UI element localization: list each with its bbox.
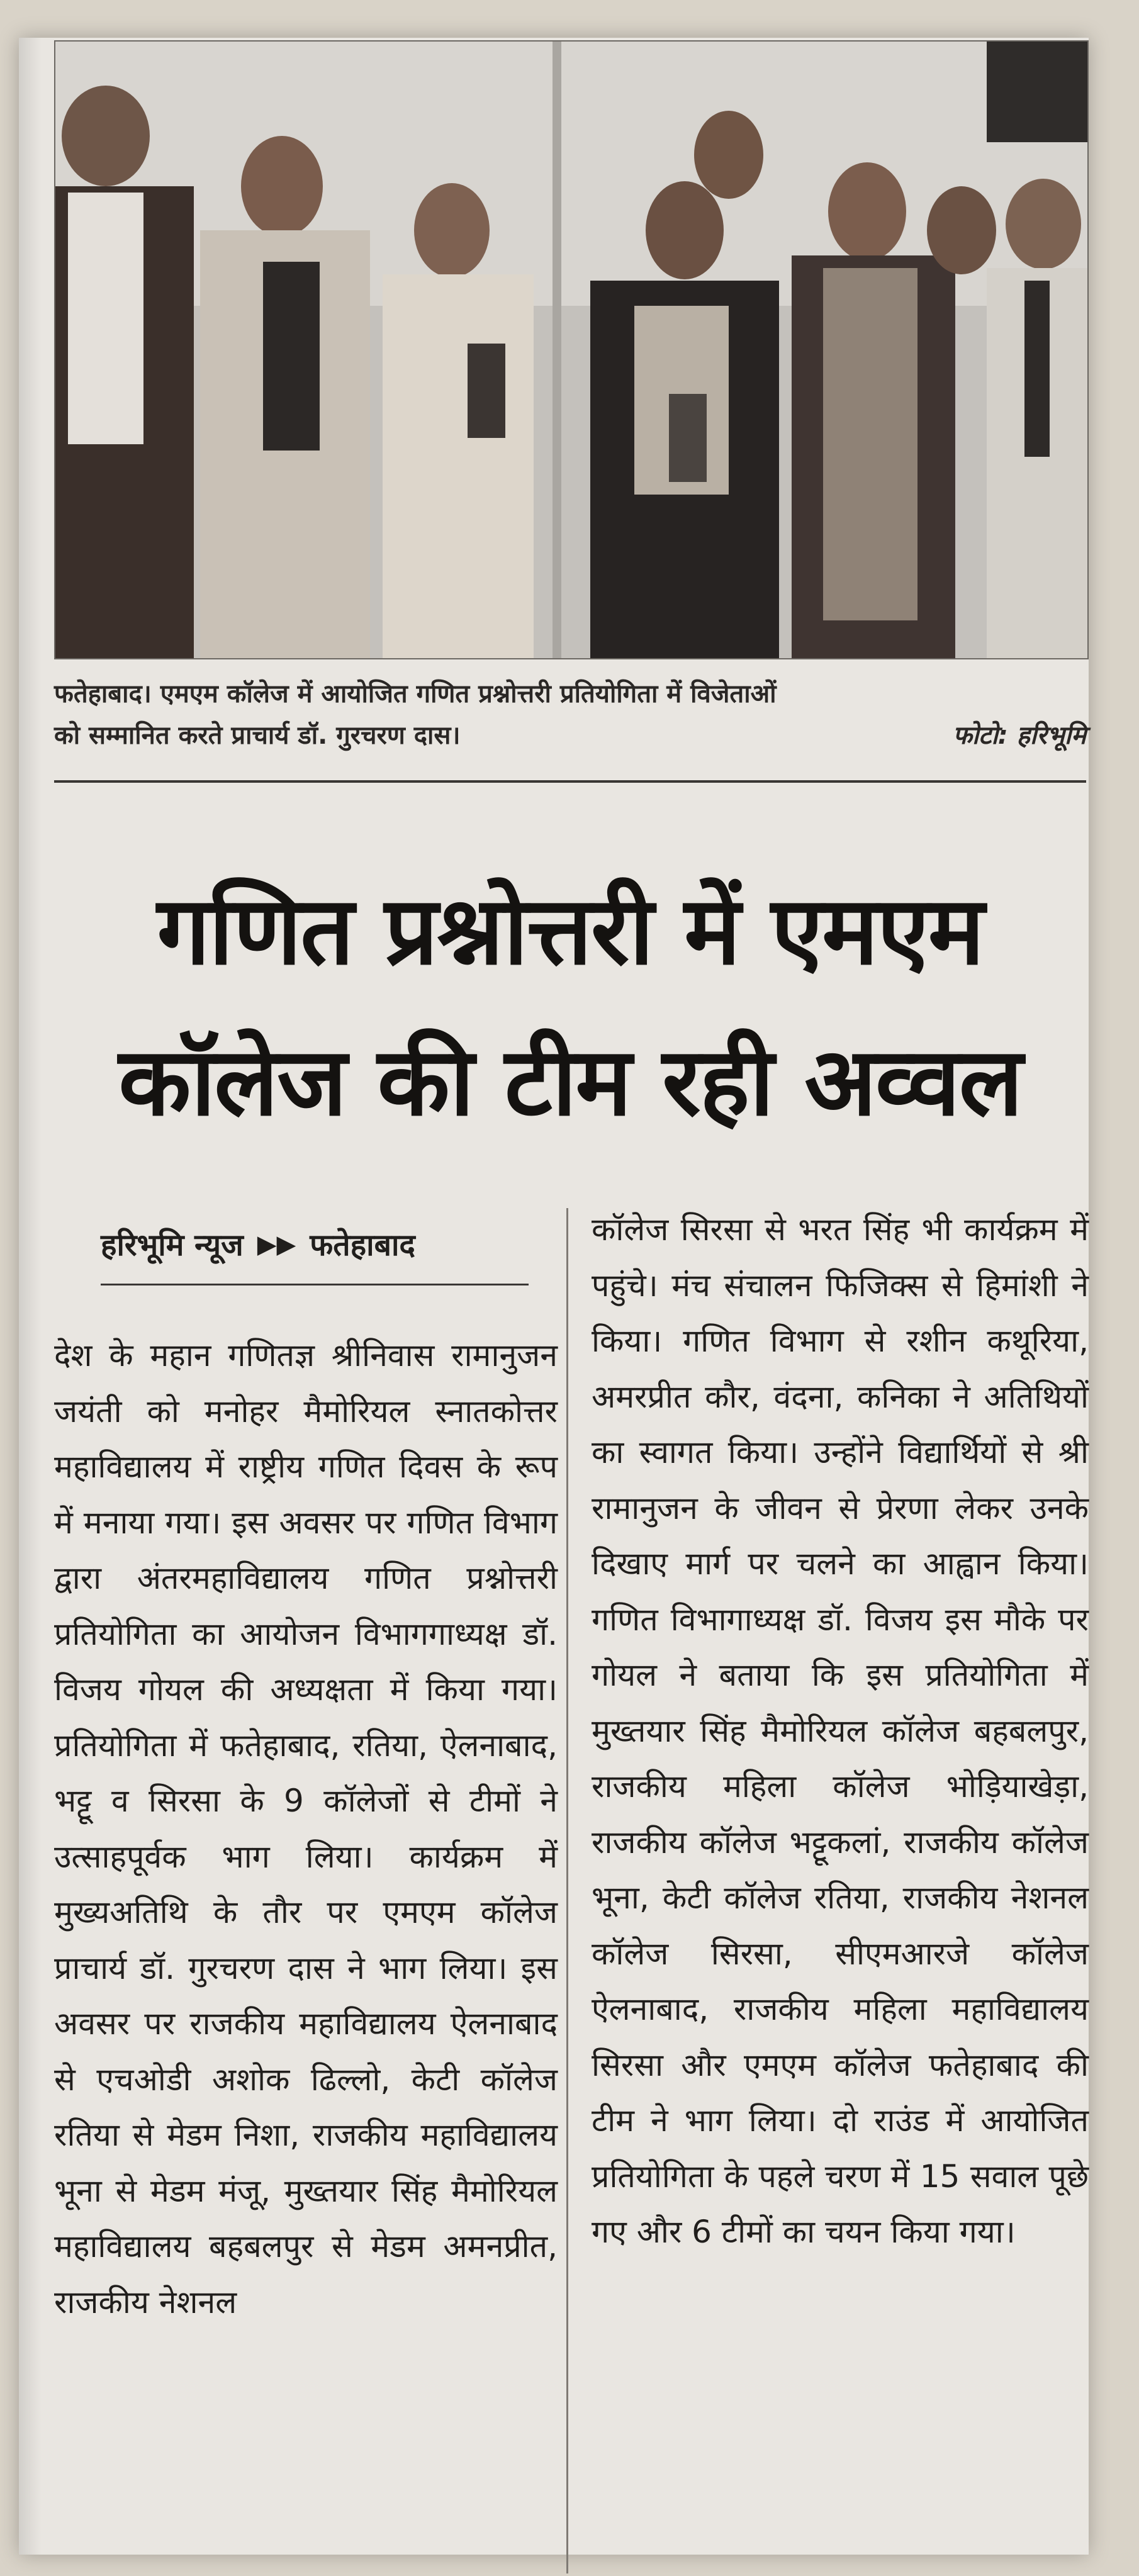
column-divider bbox=[566, 1208, 568, 2573]
caption-line-1: फतेहाबाद। एमएम कॉलेज में आयोजित गणित प्रश्नोत्तरी प्रतियोगिता में विजेताओं bbox=[54, 680, 777, 708]
byline-divider bbox=[101, 1284, 529, 1285]
byline-source: हरिभूमि न्यूज bbox=[101, 1228, 244, 1263]
caption-divider bbox=[54, 780, 1086, 783]
headline bbox=[54, 856, 1086, 1158]
award-ceremony-photo bbox=[55, 42, 1087, 658]
paper-shadow-edge bbox=[19, 38, 42, 2555]
headline-line-1: गणित प्रश्नोत्तरी में एमएम bbox=[157, 876, 984, 986]
caption-line-2: को सम्मानित करते प्राचार्य डॉ. गुरचरण दास। bbox=[54, 721, 461, 750]
photo-credit: फोटो: हरिभूमि bbox=[952, 721, 1086, 750]
article-column-right: कॉलेज सिरसा से भरत सिंह भी कार्यक्रम में पहुंचे। मंच संचालन फिजिक्स से हिमांशी ने किया। गणित विभाग से रशीन कथूरिया, अमरप्रीत कौर, वंदना, कनिका ने अतिथियों का स्वागत किया। उन्होंने विद्यार्थियों से श्री रामानुजन के जीवन से प्रेरणा लेकर उनके दिखाए मार्ग पर चलने का आह्वान किया। गणित विभागाध्यक्ष डॉ. विजय इस मौके पर गोयल ने बताया कि इस प्रतियोगिता में मुख्तयार सिंह मैमोरियल कॉलेज बहबलपुर, राजकीय महिला कॉलेज भोड़ियाखेड़ा, राजकीय कॉलेज भट्टूकलां, राजकीय कॉलेज भूना, केटी कॉलेज रतिया, राजकीय नेशनल कॉलेज सिरसा, सीएमआरजे कॉलेज ऐलनाबाद, राजकीय महिला महाविद्यालय सिरसा और एमएम कॉलेज फतेहाबाद की टीम ने भाग लिया। दो राउंड में आयोजित प्रतियोगिता के पहले चरण में 15 सवाल पूछे गए और 6 टीमों का चयन किया गया। bbox=[592, 1211, 1089, 2250]
double-arrow-icon: ▶▶ bbox=[257, 1229, 296, 1259]
newspaper-clipping bbox=[19, 38, 1089, 2555]
photo-caption bbox=[54, 673, 1086, 756]
news-photo bbox=[54, 40, 1089, 659]
byline-place: फतेहाबाद bbox=[310, 1228, 415, 1263]
article-column-left: देश के महान गणितज्ञ श्रीनिवास रामानुजन जयंती को मनोहर मैमोरियल स्नातकोत्तर महाविद्यालय में राष्ट्रीय गणित दिवस के रूप में मनाया गया। इस अवसर पर गणित विभाग द्वारा अंतरमहाविद्यालय गणित प्रश्नोत्तरी प्रतियोगिता का आयोजन विभागगाध्यक्ष डॉ. विजय गोयल की अध्यक्षता में किया गया। प्रतियोगिता में फतेहाबाद, रतिया, ऐलनाबाद, भट्टू व सिरसा के 9 कॉलेजों से टीमों ने उत्साहपूर्वक भाग लिया। कार्यक्रम में मुख्यअतिथि के तौर पर एमएम कॉलेज प्राचार्य डॉ. गुरचरण दास ने भाग लिया। इस अवसर पर राजकीय महाविद्यालय ऐलनाबाद से एचओडी अशोक ढिल्लो, केटी कॉलेज रतिया से मेडम निशा, राजकीय महाविद्यालय भूना से मेडम मंजू, मुख्तयार सिंह मैमोरियल महाविद्यालय बहबलपुर से मेडम अमनप्रीत, राजकीय नेशनल bbox=[54, 1337, 558, 2321]
headline-line-2: कॉलेज की टीम रही अव्वल bbox=[118, 1028, 1022, 1137]
byline bbox=[101, 1224, 415, 1265]
